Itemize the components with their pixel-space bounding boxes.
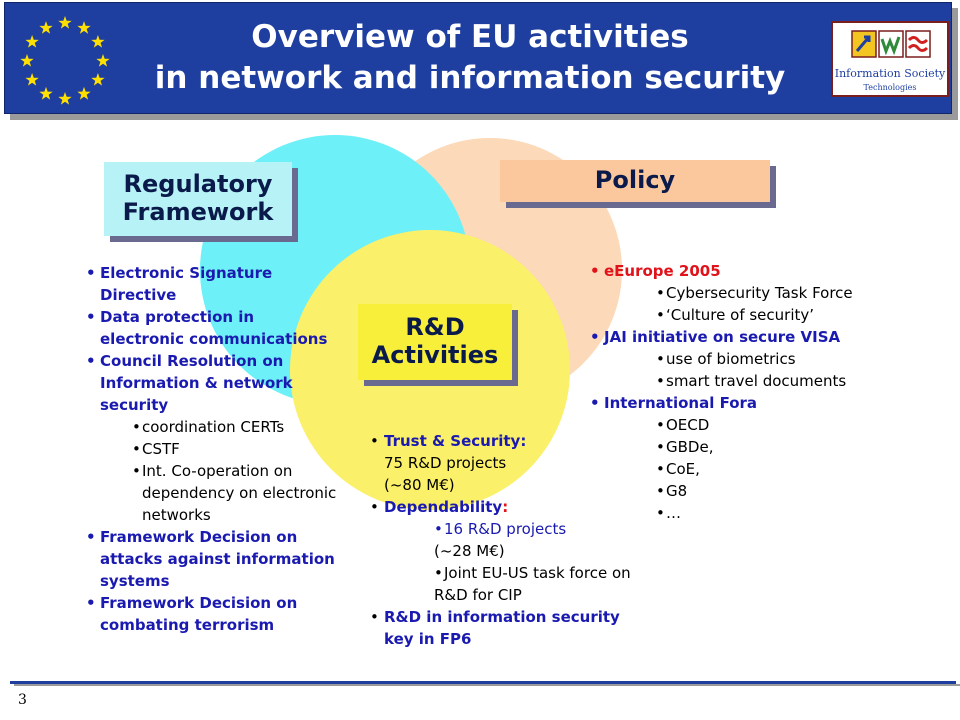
rd-label: R&D Activities — [358, 304, 512, 380]
list-item: • Framework Decision on combating terrorism — [78, 592, 338, 636]
regulatory-list — [78, 262, 338, 636]
sub-list-item: • 16 R&D projects (~28 M€) — [434, 518, 652, 562]
sub-list-item: • G8 — [656, 480, 902, 502]
sub-list-item: • GBDe, — [656, 436, 902, 458]
ist-logo-text: Information Society — [834, 67, 946, 80]
title-line-2: in network and information security — [154, 60, 786, 96]
regulatory-label: Regulatory Framework — [104, 162, 292, 236]
list-item: • JAI initiative on secure VISA • use of biometrics • smart travel documents — [582, 326, 902, 392]
list-item: • eEurope 2005 • Cybersecurity Task Force • ‘Culture of security’ — [582, 260, 902, 326]
sub-list-item: • CoE, — [656, 458, 902, 480]
sub-list-item: • OECD — [656, 414, 902, 436]
sub-list-item: • ‘Culture of security’ — [656, 304, 902, 326]
sub-list-item: • smart travel documents — [656, 370, 902, 392]
sub-list-item: • Cybersecurity Task Force — [656, 282, 902, 304]
list-item: • International Fora • OECD • GBDe, • CoE, • G8 • … — [582, 392, 902, 524]
list-item: • Council Resolution on Information & network security • coordination CERTs • CSTF • Int. Co-operation on dependency on electronic networks — [78, 350, 338, 526]
sub-list-item: • Joint EU-US task force on R&D for CIP — [434, 562, 652, 606]
list-item: • R&D in information security key in FP6 — [362, 606, 652, 650]
sub-list-item: • use of biometrics — [656, 348, 902, 370]
list-item: • Electronic Signature Directive — [78, 262, 338, 306]
title-line-1: Overview of EU activities — [251, 19, 689, 55]
list-item: • Trust & Security: 75 R&D projects (~80 M€) — [362, 430, 652, 496]
list-item: • Dependability: • 16 R&D projects (~28 M€) • Joint EU-US task force on R&D for CIP — [362, 496, 652, 606]
rd-list — [362, 430, 652, 650]
footer-rule-shadow — [14, 684, 960, 686]
sub-list-item: • CSTF — [120, 438, 338, 460]
sub-list-item: • … — [656, 502, 902, 524]
list-item: • Data protection in electronic communications — [78, 306, 338, 350]
list-item: • Framework Decision on attacks against information systems — [78, 526, 338, 592]
sub-list-item: • Int. Co-operation on dependency on electronic networks — [120, 460, 338, 526]
footer-rule — [10, 681, 956, 684]
page-number: 3 — [18, 692, 27, 708]
ist-logo-subtext: Technologies — [863, 83, 917, 92]
sub-list-item: • coordination CERTs — [120, 416, 338, 438]
policy-label: Policy — [500, 160, 770, 202]
